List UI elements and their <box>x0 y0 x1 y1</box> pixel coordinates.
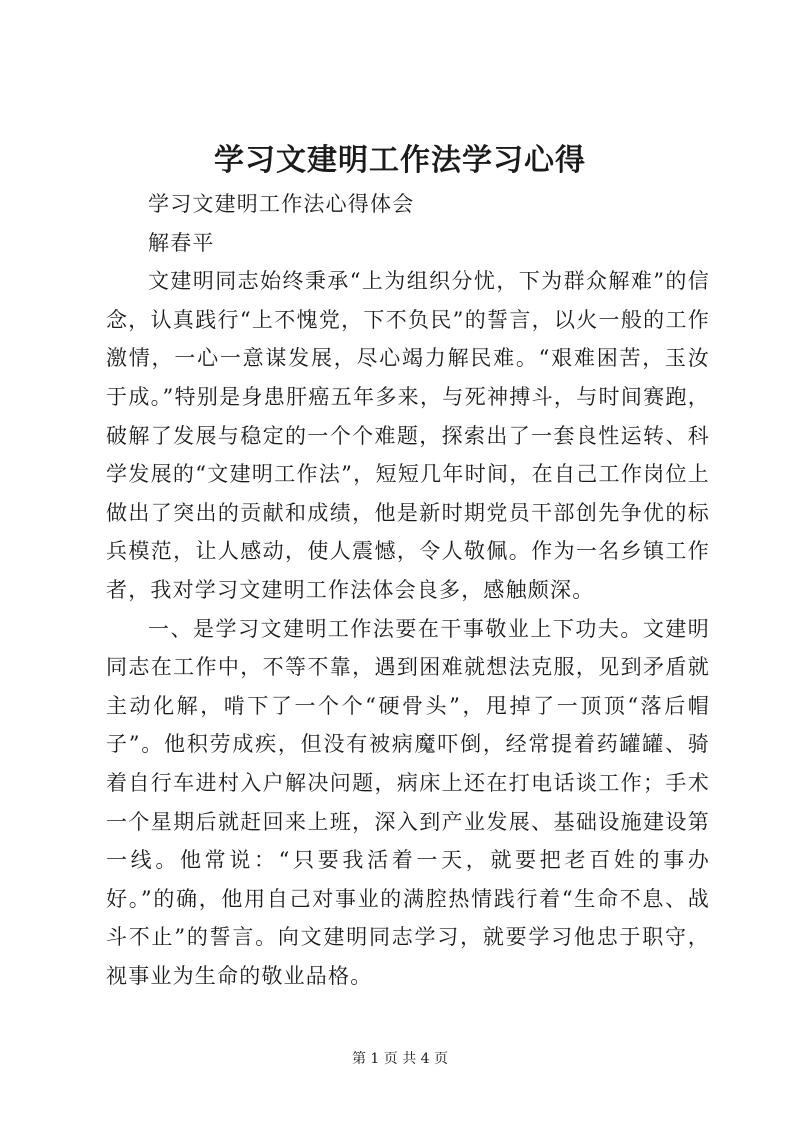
body-paragraph-2: 一、是学习文建明工作法要在干事敬业上下功夫。文建明同志在工作中，不等不靠，遇到困难就想法克服，见到矛盾就主动化解，啃下了一个个“硬骨头”，甩掉了一顶顶“落后帽子”。他积劳成疾，但没有被病魔吓倒，经常提着药罐罐、骑着自行车进村入户解决问题，病床上还在打电话谈工作；手术一个星期后就赶回来上班，深入到产业发展、基础设施建设第一线。他常说：“只要我活着一天，就要把老百姓的事办好。”的确，他用自己对事业的满腔热情践行着“生命不息、战斗不止”的誓言。向文建明同志学习，就要学习他忠于职守，视事业为生命的敬业品格。 <box>106 616 710 988</box>
author-line: 解春平 <box>148 230 215 255</box>
document-body <box>106 185 710 995</box>
page-footer: 第 1 页 共 4 页 <box>351 1051 449 1067</box>
body-paragraph-1: 文建明同志始终秉承“上为组织分忧，下为群众解难”的信念，认真践行“上不愧党，下不负民”的誓言，以火一般的工作激情，一心一意谋发展，尽心竭力解民难。“艰难困苦，玉汝于成。”特别是身患肝癌五年多来，与死神搏斗，与时间赛跑，破解了发展与稳定的一个个难题，探索出了一套良性运转、科学发展的“文建明工作法”，短短几年时间，在自己工作岗位上做出了突出的贡献和成绩，他是新时期党员干部创先争优的标兵模范，让人感动，使人震憾，令人敬佩。作为一名乡镇工作者，我对学习文建明工作法体会良多，感触颇深。 <box>106 269 710 602</box>
document-title: 学习文建明工作法学习心得 <box>214 143 586 178</box>
subtitle-line: 学习文建明工作法心得体会 <box>148 192 415 216</box>
